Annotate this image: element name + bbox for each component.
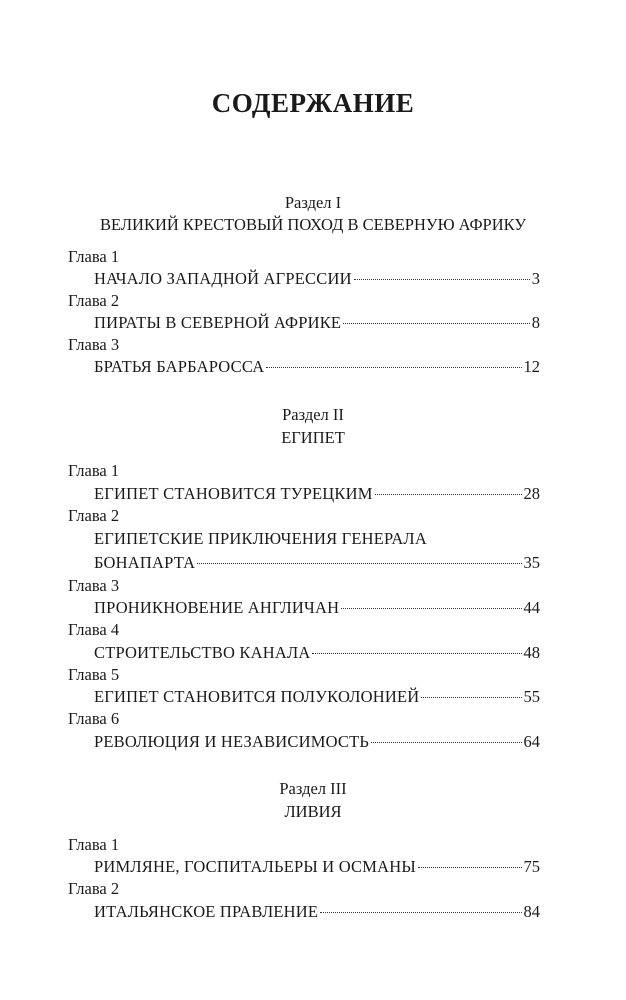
toc-entry[interactable] xyxy=(94,687,540,707)
leader-dots xyxy=(371,742,521,743)
chapter-title: РЕВОЛЮЦИЯ И НЕЗАВИСИМОСТЬ xyxy=(94,732,370,751)
toc-entry[interactable] xyxy=(94,732,540,752)
page-number: 12 xyxy=(523,357,540,376)
page-number: 84 xyxy=(523,902,540,921)
chapter-title: НАЧАЛО ЗАПАДНОЙ АГРЕССИИ xyxy=(94,269,352,288)
chapter-title: ЕГИПЕТ СТАНОВИТСЯ ПОЛУКОЛОНИЕЙ xyxy=(94,687,420,706)
toc-entry[interactable] xyxy=(94,313,540,333)
chapter-label: Глава 1 xyxy=(68,247,120,266)
chapter-title: ИТАЛЬЯНСКОЕ ПРАВЛЕНИЕ xyxy=(94,902,319,921)
chapter-label: Глава 2 xyxy=(68,291,120,310)
chapter-label: Глава 2 xyxy=(68,506,120,525)
toc-entry[interactable] xyxy=(94,553,540,573)
toc-entry[interactable] xyxy=(94,484,540,504)
toc-entry[interactable] xyxy=(94,643,540,663)
chapter-label: Глава 6 xyxy=(68,709,120,728)
leader-dots xyxy=(421,697,521,698)
chapter-label: Глава 3 xyxy=(68,335,120,354)
page-number: 3 xyxy=(531,269,540,288)
chapter-title: ЕГИПЕТ СТАНОВИТСЯ ТУРЕЦКИМ xyxy=(94,484,373,503)
page-number: 64 xyxy=(523,732,540,751)
page-number: 48 xyxy=(523,643,540,662)
toc-entry[interactable] xyxy=(94,857,540,877)
section-title: ЕГИПЕТ xyxy=(281,428,345,447)
section-number: Раздел III xyxy=(279,779,347,798)
chapter-label: Глава 2 xyxy=(68,879,120,898)
section-number: Раздел I xyxy=(284,193,342,212)
page-number: 35 xyxy=(523,553,540,572)
chapter-title: ПИРАТЫ В СЕВЕРНОЙ АФРИКЕ xyxy=(94,313,342,332)
toc-entry[interactable] xyxy=(94,902,540,922)
leader-dots xyxy=(354,279,530,280)
chapter-title: ПРОНИКНОВЕНИЕ АНГЛИЧАН xyxy=(94,598,340,617)
page-number: 8 xyxy=(531,313,540,332)
page-number: 44 xyxy=(523,598,540,617)
section-number: Раздел II xyxy=(282,405,344,424)
page-number: 75 xyxy=(523,857,540,876)
leader-dots xyxy=(320,912,521,913)
chapter-title-line1: ЕГИПЕТСКИЕ ПРИКЛЮЧЕНИЯ ГЕНЕРАЛА xyxy=(94,529,427,548)
toc-entry[interactable] xyxy=(94,357,540,377)
leader-dots xyxy=(341,608,521,609)
chapter-label: Глава 1 xyxy=(68,835,120,854)
leader-dots xyxy=(375,494,522,495)
page-number: 28 xyxy=(523,484,540,503)
page-number: 55 xyxy=(523,687,540,706)
chapter-label: Глава 4 xyxy=(68,620,120,639)
chapter-label: Глава 5 xyxy=(68,665,120,684)
chapter-title: СТРОИТЕЛЬСТВО КАНАЛА xyxy=(94,643,311,662)
leader-dots xyxy=(418,867,522,868)
leader-dots xyxy=(266,367,521,368)
chapter-title: БОНАПАРТА xyxy=(94,553,196,572)
chapter-label: Глава 1 xyxy=(68,461,120,480)
leader-dots xyxy=(312,653,521,654)
leader-dots xyxy=(197,563,521,564)
chapter-label: Глава 3 xyxy=(68,576,120,595)
chapter-title: РИМЛЯНЕ, ГОСПИТАЛЬЕРЫ И ОСМАНЫ xyxy=(94,857,416,876)
toc-entry[interactable] xyxy=(94,269,540,289)
page-title: СОДЕРЖАНИЕ xyxy=(211,88,415,118)
leader-dots xyxy=(343,323,530,324)
section-title: ЛИВИЯ xyxy=(284,802,342,821)
chapter-title: БРАТЬЯ БАРБАРОССА xyxy=(94,357,265,376)
toc-entry[interactable] xyxy=(94,598,540,618)
section-title: ВЕЛИКИЙ КРЕСТОВЫЙ ПОХОД В СЕВЕРНУЮ АФРИКУ xyxy=(99,215,527,234)
